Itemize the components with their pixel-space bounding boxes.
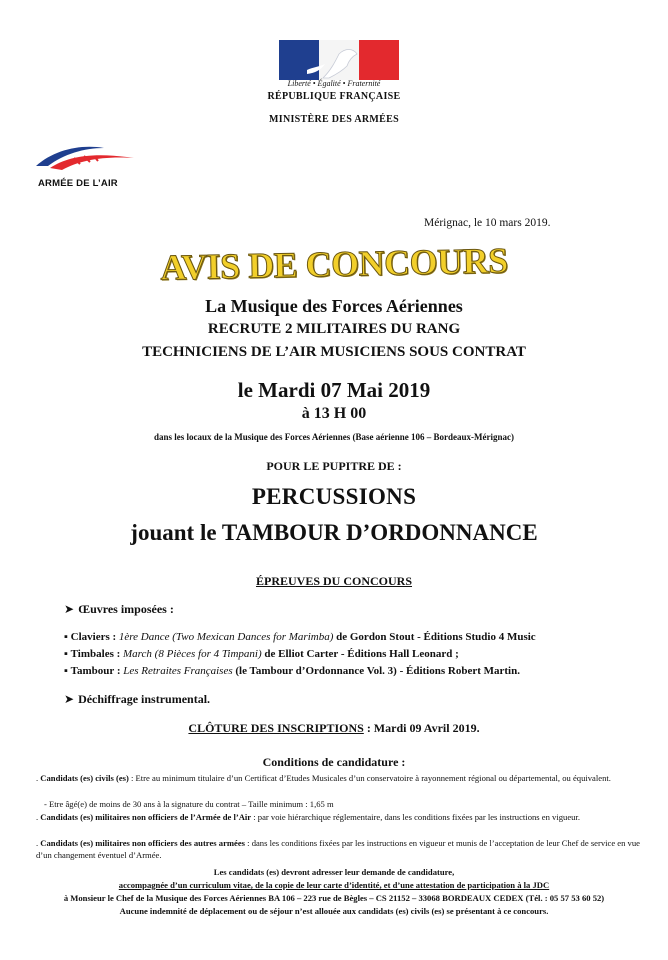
oeuvres-label: Œuvres imposées : — [78, 602, 174, 616]
dechiffrage-label: Déchiffrage instrumental. — [78, 692, 211, 706]
item-rest: (le Tambour d’Ordonnance Vol. 3) - Éditions Robert Martin. — [232, 665, 520, 677]
item-instrument: Tambour : — [70, 665, 121, 677]
avis-de-concours-title: AVIS DE CONCOURS — [159, 240, 509, 288]
bullet-icon: ▪ — [64, 665, 71, 677]
condition-autres-armees — [36, 837, 648, 861]
recrute-line: RECRUTE 2 MILITAIRES DU RANG — [207, 321, 461, 337]
item-rest: de Gordon Stout - Éditions Studio 4 Music — [333, 631, 536, 643]
musique-subtitle: La Musique des Forces Aériennes — [205, 296, 463, 316]
list-item — [64, 631, 536, 643]
list-item — [64, 648, 459, 660]
pupitre-label: POUR LE PUPITRE DE : — [266, 459, 402, 473]
condition-civils — [36, 772, 648, 784]
oeuvres-imposees — [64, 602, 174, 617]
percussions-heading: PERCUSSIONS — [251, 484, 417, 509]
item-piece: Les Retraites Françaises — [123, 665, 233, 677]
armee-de-l-air-logo — [34, 144, 138, 174]
ministere-text: MINISTÈRE DES ARMÉES — [269, 114, 399, 125]
footer-line-4: Aucune indemnité de déplacement ou de séjour n’est allouée aux candidats (es) civils (es) se présentant à ce concours. — [119, 906, 549, 916]
condition-militaires-air — [36, 811, 648, 823]
bullet-icon: ▪ — [64, 631, 71, 643]
bullet-icon: . — [36, 773, 41, 783]
condition-label: Candidats (es) militaires non officiers des autres armées — [40, 838, 246, 848]
republique-text: RÉPUBLIQUE FRANÇAISE — [267, 91, 401, 102]
footer-line-2: accompagnée d’un curriculum vitae, de la copie de leur carte d’identité, et d’une attestation de participation à la JDC — [118, 880, 550, 890]
item-piece: 1ère Dance (Two Mexican Dances for Marimba) — [118, 631, 334, 643]
arrow-right-icon: ➤ — [64, 692, 75, 706]
condition-text: : dans les conditions fixées par les instructions en vigueur et munis de l’acceptation de leur Chef de service en vue d’un changement éventuel d’Armée. — [36, 838, 640, 860]
footer-line-1: Les candidats (es) devront adresser leur demande de candidature, — [213, 867, 455, 877]
condition-label: Candidats (es) militaires non officiers de l’Armée de l’Air — [40, 812, 252, 822]
concours-date: le Mardi 07 Mai 2019 — [237, 378, 431, 402]
conditions-heading: Conditions de candidature : — [262, 755, 406, 769]
arrow-right-icon: ➤ — [64, 602, 75, 616]
item-piece: March (8 Pièces for 4 Timpani) — [123, 648, 262, 660]
footer-address: à Monsieur le Chef de la Musique des Forces Aériennes BA 106 – 223 rue de Bègles – CS 21152 – 33068 BORDEAUX CEDEX (Tél. : 05 57 53 60 52) — [63, 893, 605, 903]
bullet-icon: . — [36, 812, 41, 822]
item-instrument: Timbales : — [70, 648, 121, 660]
date-line: Mérignac, le 10 mars 2019. — [424, 217, 551, 229]
concours-lieu: dans les locaux de la Musique des Forces Aériennes (Base aérienne 106 – Bordeaux-Mérignac) — [153, 432, 515, 442]
techniciens-line: TECHNICIENS DE L’AIR MUSICIENS SOUS CONTRAT — [142, 344, 526, 360]
concours-heure: à 13 H 00 — [301, 405, 367, 422]
marianne-logo — [279, 40, 399, 80]
dechiffrage — [64, 692, 210, 707]
item-instrument: Claviers : — [70, 631, 117, 643]
item-rest: de Elliot Carter - Éditions Hall Leonard ; — [261, 648, 459, 660]
tambour-heading: jouant le TAMBOUR D’ORDONNANCE — [130, 520, 538, 545]
list-item — [64, 665, 520, 677]
condition-text: : Etre au minimum titulaire d’un Certificat d’Etudes Musicales d’un conservatoire à rayonnement régional ou départemental, ou équivalent. — [128, 773, 611, 783]
cloture-label: CLÔTURE DES INSCRIPTIONS — [188, 721, 364, 735]
condition-label: Candidats (es) civils (es) — [40, 773, 129, 783]
condition-age: - Etre âgé(e) de moins de 30 ans à la signature du contrat – Taille minimum : 1,65 m — [44, 799, 334, 809]
bullet-icon: ▪ — [64, 648, 71, 660]
epreuves-heading: ÉPREUVES DU CONCOURS — [255, 574, 413, 588]
devise-text: Liberté • Égalité • Fraternité — [287, 79, 381, 88]
armee-de-l-air-label: ARMÉE DE L’AIR — [38, 178, 118, 189]
cloture-value: : Mardi 09 Avril 2019. — [363, 721, 480, 735]
condition-text: : par voie hiérarchique réglementaire, dans les conditions fixées par les instructions en vigueur. — [251, 812, 580, 822]
cloture-inscriptions — [0, 721, 668, 736]
bullet-icon: . — [36, 838, 41, 848]
